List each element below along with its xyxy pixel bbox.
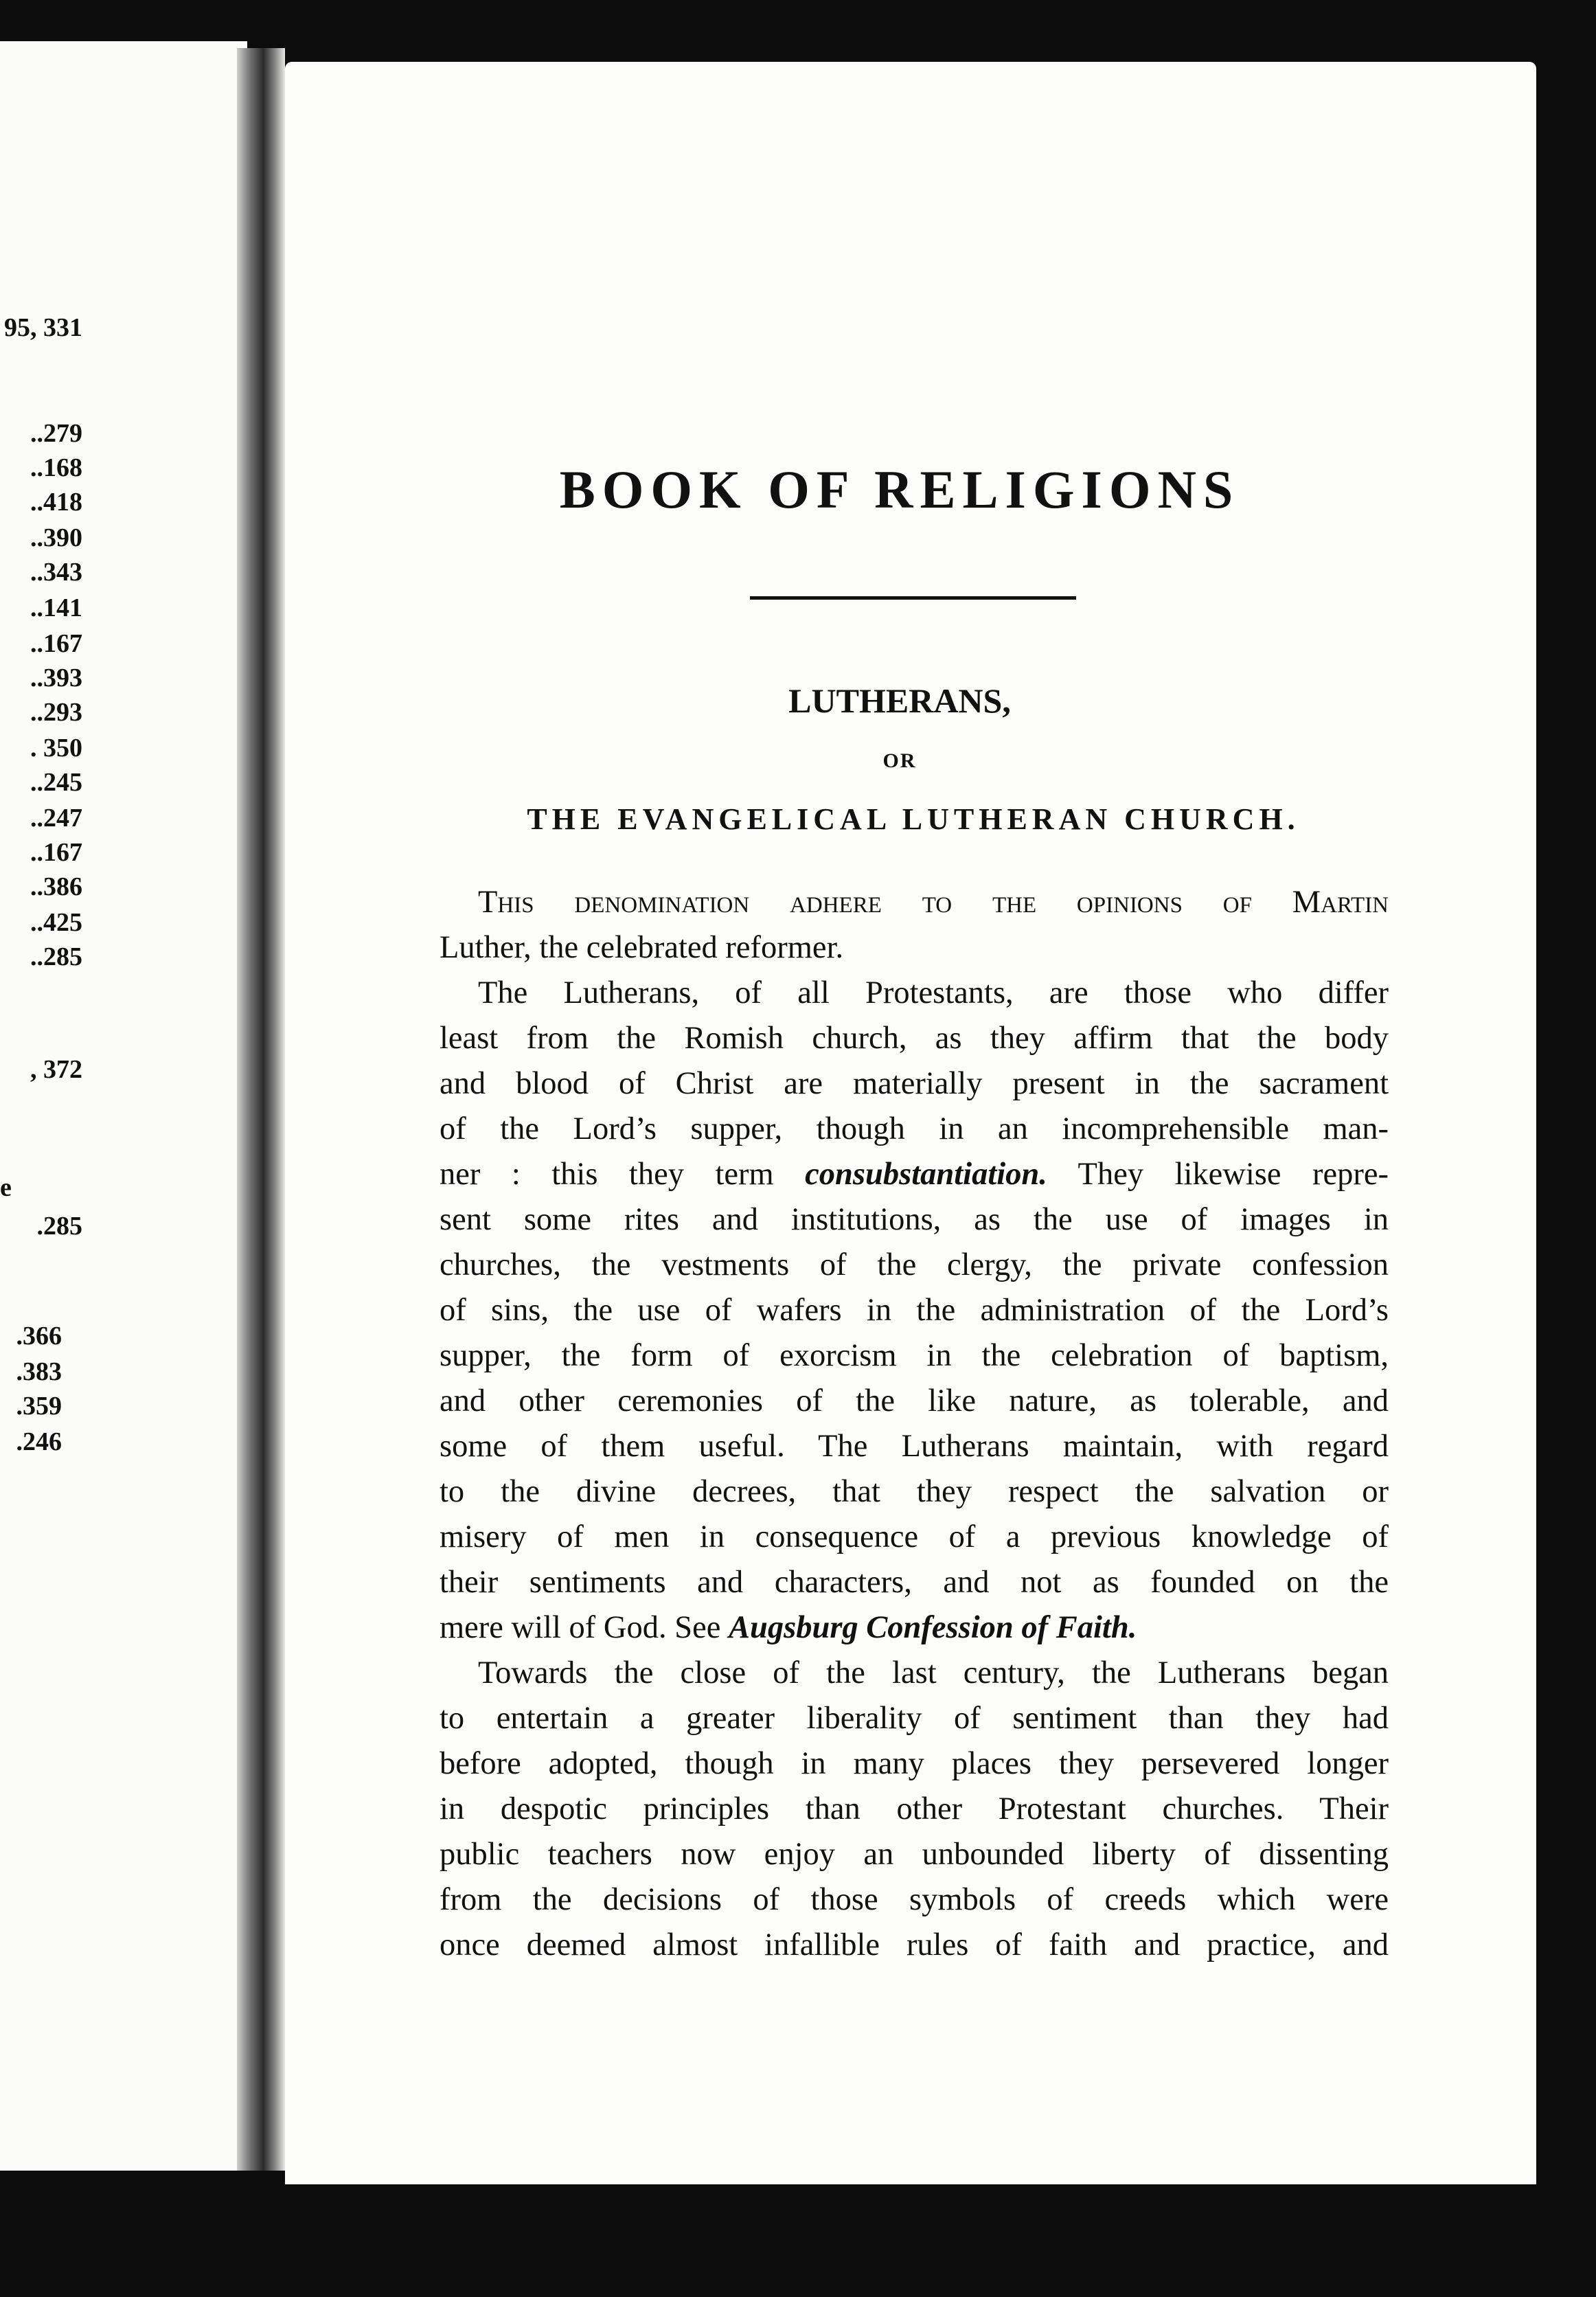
index-entry: ..279 (30, 419, 82, 448)
text-line (440, 1925, 1389, 1966)
text-line (440, 1018, 1389, 1059)
text-line (440, 927, 1389, 969)
text-line (440, 1789, 1389, 1830)
text-line (440, 1063, 1389, 1105)
emphasis-term: consubstantiation. (805, 1157, 1047, 1192)
text-line (440, 1834, 1389, 1875)
line-text: sent some rites and institutions, as the use of images in (440, 1202, 1389, 1237)
body-text (440, 882, 1389, 1981)
text-line (440, 1562, 1389, 1603)
section-subtitle: THE EVANGELICAL LUTHERAN CHURCH. (527, 802, 1300, 836)
text-line (440, 1335, 1389, 1377)
line-text: and blood of Christ are materially present in the sacrament (440, 1066, 1389, 1101)
index-entry: ..167 (30, 838, 82, 867)
index-entry: ..386 (30, 872, 82, 901)
line-text: least from the Romish church, as they affirm that the body (440, 1021, 1389, 1056)
book-gutter (237, 48, 285, 2171)
index-entry: ..418 (30, 488, 82, 517)
title-rule (750, 596, 1076, 600)
text-line (440, 1290, 1389, 1331)
index-entry: ..390 (30, 523, 82, 552)
line-text: Luther, the celebrated reformer. (440, 930, 844, 965)
index-entry: ..285 (30, 942, 82, 971)
line-text-pre: ner : this they term (440, 1157, 806, 1192)
index-entry: ..425 (30, 908, 82, 937)
line-text-pre: mere will of God. See (440, 1610, 729, 1645)
line-text: some of them useful. The Lutherans maintain, with regard (440, 1429, 1389, 1464)
index-entry: ..343 (30, 558, 82, 587)
line-text: of the Lord’s supper, though in an incomprehensible man- (440, 1111, 1389, 1146)
text-line (440, 1381, 1389, 1422)
index-entry: 95, 331 (4, 313, 82, 342)
book-title: BOOK OF RELIGIONS (559, 460, 1240, 519)
text-line (440, 1109, 1389, 1150)
text-line (478, 973, 1389, 1014)
line-text: churches, the vestments of the clergy, the private confession (440, 1247, 1389, 1282)
index-entry: . 350 (30, 734, 82, 762)
index-column (0, 41, 82, 1552)
line-text: misery of men in consequence of a previous knowledge of (440, 1519, 1389, 1554)
index-entry: .359 (16, 1392, 62, 1421)
index-entry: , 372 (30, 1055, 82, 1084)
line-text: and other ceremonies of the like nature, as tolerable, and (440, 1383, 1389, 1418)
text-line (478, 1653, 1389, 1694)
line-text: supper, the form of exorcism in the celebration of baptism, (440, 1338, 1389, 1373)
text-line (440, 1517, 1389, 1558)
index-entry: e (0, 1173, 12, 1202)
line-text: their sentiments and characters, and not as founded on the (440, 1565, 1389, 1600)
line-text: of sins, the use of wafers in the administration of the Lord’s (440, 1293, 1389, 1328)
emphasis-term: Augsburg Confession of Faith. (728, 1610, 1137, 1645)
text-line (440, 1154, 1389, 1195)
line-text: public teachers now enjoy an unbounded liberty of dissenting (440, 1837, 1389, 1872)
line-text-post: They likewise repre- (1047, 1157, 1389, 1192)
text-line (440, 1607, 1389, 1649)
line-text: in despotic principles than other Protestant churches. Their (440, 1791, 1389, 1826)
line-text: once deemed almost infallible rules of faith and practice, and (440, 1927, 1389, 1962)
line-text: from the decisions of those symbols of creeds which were (440, 1882, 1389, 1917)
line-text: The Lutherans, of all Protestants, are those who differ (478, 975, 1389, 1010)
index-entry: ..141 (30, 593, 82, 622)
index-entry: ..247 (30, 804, 82, 833)
line-text: Towards the close of the last century, the Lutherans began (478, 1655, 1389, 1690)
index-entry: ..168 (30, 453, 82, 482)
line-text: This denomination adhere to the opinions of Martin (478, 885, 1389, 920)
text-line (440, 1743, 1389, 1785)
previous-page (0, 41, 247, 2171)
text-line (478, 882, 1389, 923)
line-text: to the divine decrees, that they respect the salvation or (440, 1474, 1389, 1509)
index-entry: ..167 (30, 629, 82, 658)
section-title: LUTHERANS, (788, 681, 1011, 720)
text-line (440, 1199, 1389, 1241)
text-line (440, 1471, 1389, 1513)
index-entry: ..245 (30, 768, 82, 797)
index-entry: .366 (16, 1322, 62, 1350)
text-line (440, 1426, 1389, 1467)
index-entry: .383 (16, 1357, 62, 1386)
line-text: to entertain a greater liberality of sentiment than they had (440, 1701, 1389, 1736)
section-connector: OR (882, 749, 917, 772)
index-entry: ..393 (30, 664, 82, 692)
text-line (440, 1698, 1389, 1739)
index-entry: .246 (16, 1427, 62, 1456)
index-entry: .285 (36, 1212, 82, 1241)
index-entry: ..293 (30, 698, 82, 727)
text-line (440, 1245, 1389, 1286)
line-text: before adopted, though in many places they persevered longer (440, 1746, 1389, 1781)
text-line (440, 1879, 1389, 1921)
